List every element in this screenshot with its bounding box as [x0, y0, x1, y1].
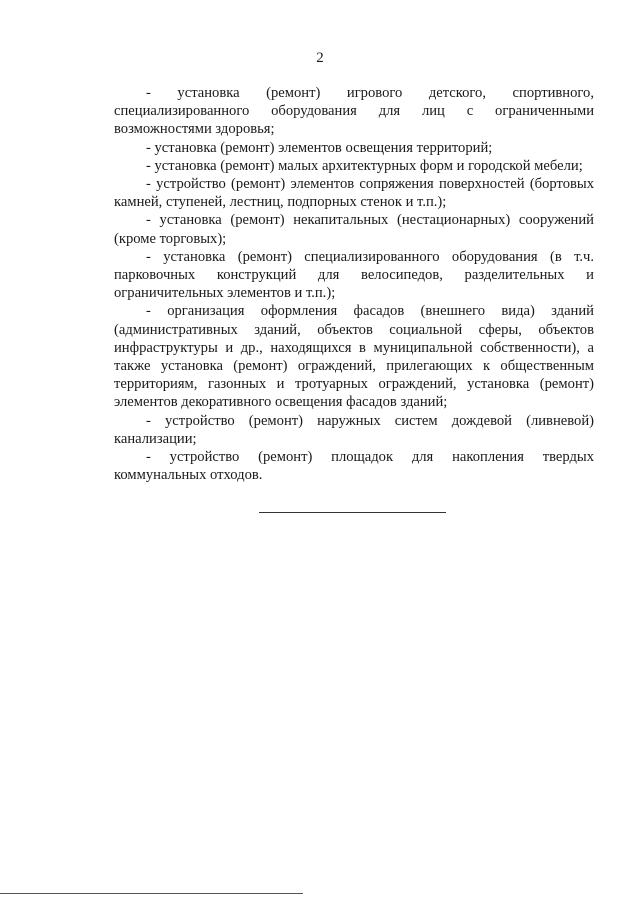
list-item: - установка (ремонт) некапитальных (нестационарных) сооружений (кроме торговых); [114, 212, 594, 247]
list-item: - организация оформления фасадов (внешнего вида) зданий (административных зданий, объектов социальной сферы, объектов инфраструктуры и др., находящихся в муниципальной собственности), а также установка (ремонт) ограждений, прилегающих к общественным территориям, газонных и тротуарных ограждений, установка (ремонт) элементов декоративного освещения фасадов зданий; [114, 303, 594, 411]
list-item: - устройство (ремонт) площадок для накопления твердых коммунальных отходов. [114, 449, 594, 484]
list-item: - установка (ремонт) элементов освещения территорий; [146, 139, 493, 156]
page-number: 2 [316, 50, 324, 66]
list-item: - установка (ремонт) малых архитектурных форм и городской мебели; [146, 157, 583, 174]
list-item: - устройство (ремонт) наружных систем дождевой (ливневой) канализации; [114, 412, 594, 447]
footer-rule [0, 893, 303, 894]
list-item: - устройство (ремонт) элементов сопряжения поверхностей (бортовых камней, ступеней, лестниц, подпорных стенок и т.п.); [114, 176, 594, 211]
document-body [114, 84, 594, 484]
section-divider [259, 512, 446, 513]
list-item: - установка (ремонт) специализированного оборудования (в т.ч. парковочных конструкций для велосипедов, разделительных и ограничительных элементов и т.п.); [114, 248, 594, 302]
list-item: - установка (ремонт) игрового детского, спортивного, специализированного оборудования для лиц с ограниченными возможностями здоровья; [114, 85, 594, 138]
